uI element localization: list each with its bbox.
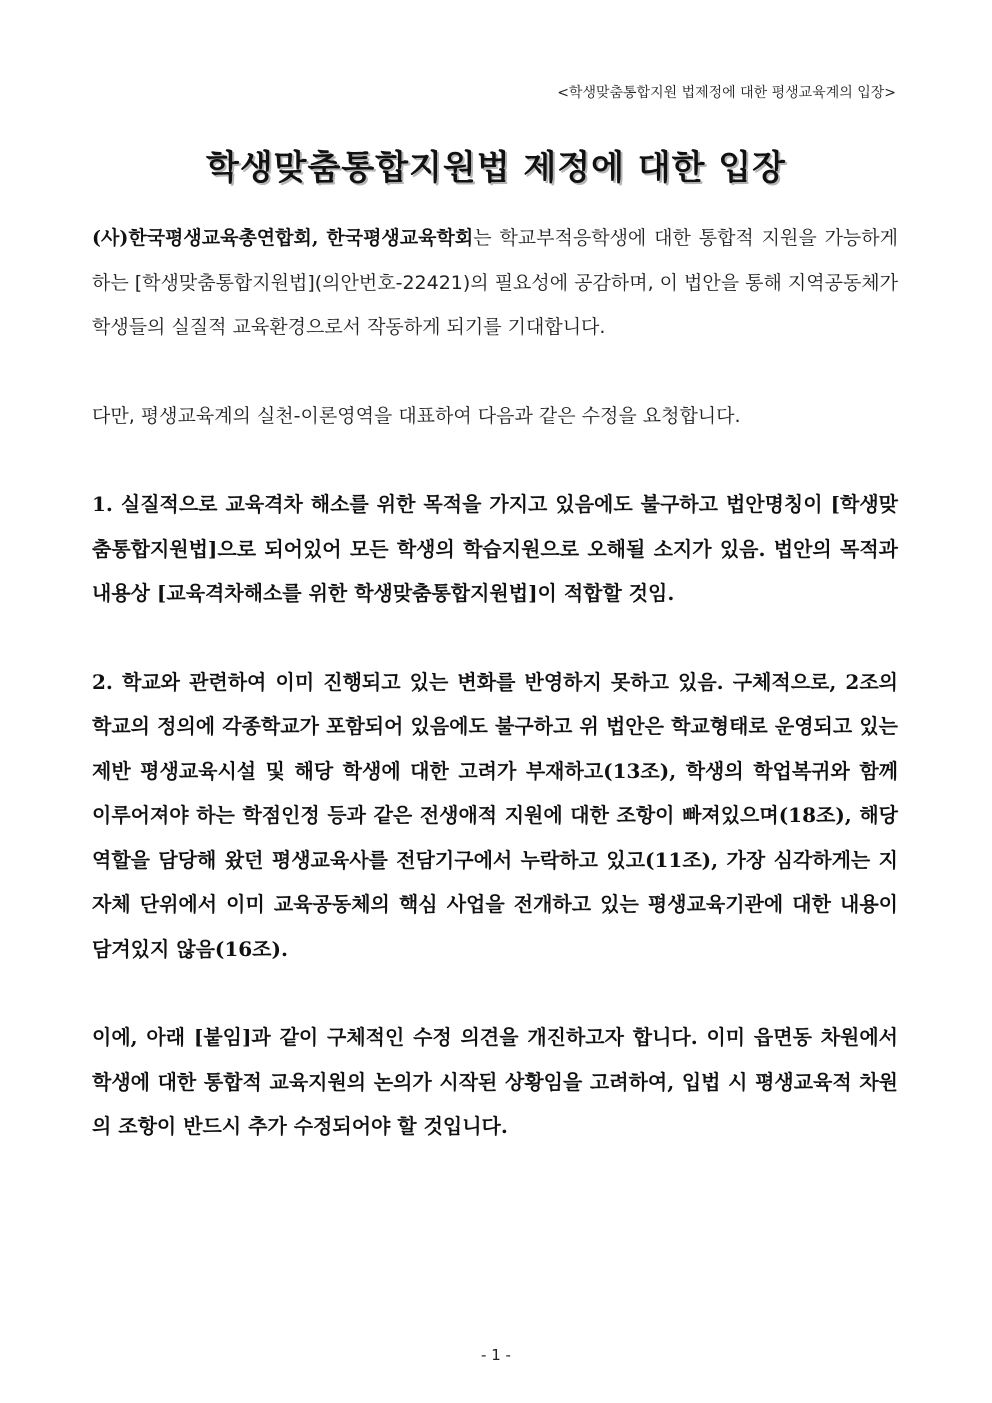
page-title: 학생맞춤통합지원법 제정에 대한 입장 bbox=[205, 148, 786, 188]
request-paragraph: 다만, 평생교육계의 실천-이론영역을 대표하여 다음과 같은 수정을 요청합니다. bbox=[92, 404, 741, 427]
spacer bbox=[92, 616, 898, 660]
header-note: <학생맞춤통합지원 법제정에 대한 평생교육계의 입장> bbox=[557, 85, 896, 101]
point-2-paragraph: 2. 학교와 관련하여 이미 진행되고 있는 변화를 반영하지 못하고 있음. 구체적으로, 2조의 학교의 정의에 각종학교가 포함되어 있음에도 불구하고 위 법안은 학교형태로 운영되고 있는 제반 평생교육시설 및 해당 학생에 대한 고려가 부재하고(13조), 학생의 학업복귀와 함께 이루어져야 하는 학점인정 등과 같은 전생애적 지원에 대한 조항이 빠져있으며(18조), 해당 역할을 담당해 왔던 평생교육사를 전담기구에서 누락하고 있고(11조), 가장 심각하게는 지자체 단위에서 이미 교육공동체의 핵심 사업을 전개하고 있는 평생교육기관에 대한 내용이 담겨있지 않음(16조). bbox=[92, 669, 898, 961]
spacer bbox=[92, 971, 898, 1015]
spacer bbox=[92, 438, 898, 482]
org-name-1: (사)한국평생교육총연합회, bbox=[92, 227, 319, 249]
document-body bbox=[92, 216, 898, 1149]
org-name-2: 한국평생교육학회 bbox=[326, 227, 474, 249]
intro-text: 는 학교부적응학생에 대한 통합적 지원을 가능하게 하는 [학생맞춤통합지원법](의안번호-22421)의 필요성에 공감하며, 이 법안을 통해 지역공동체가 학생들의 실질적 교육환경으로서 작동하게 되기를 기대합니다. bbox=[92, 227, 899, 338]
spacer bbox=[92, 350, 898, 394]
intro-paragraph bbox=[92, 216, 898, 350]
point-1-paragraph: 1. 실질적으로 교육격차 해소를 위한 목적을 가지고 있음에도 불구하고 법안명칭이 [학생맞춤통합지원법]으로 되어있어 모든 학생의 학습지원으로 오해될 소지가 있음. 법안의 목적과 내용상 [교육격차해소를 위한 학생맞춤통합지원법]이 적합할 것임. bbox=[92, 492, 898, 605]
conclusion-paragraph: 이에, 아래 [붙임]과 같이 구체적인 수정 의견을 개진하고자 합니다. 이미 읍면동 차원에서 학생에 대한 통합적 교육지원의 논의가 시작된 상황임을 고려하여, 입법 시 평생교육적 차원의 조항이 반드시 추가 수정되어야 할 것입니다. bbox=[92, 1025, 898, 1138]
page-number: - 1 - bbox=[481, 1346, 511, 1364]
